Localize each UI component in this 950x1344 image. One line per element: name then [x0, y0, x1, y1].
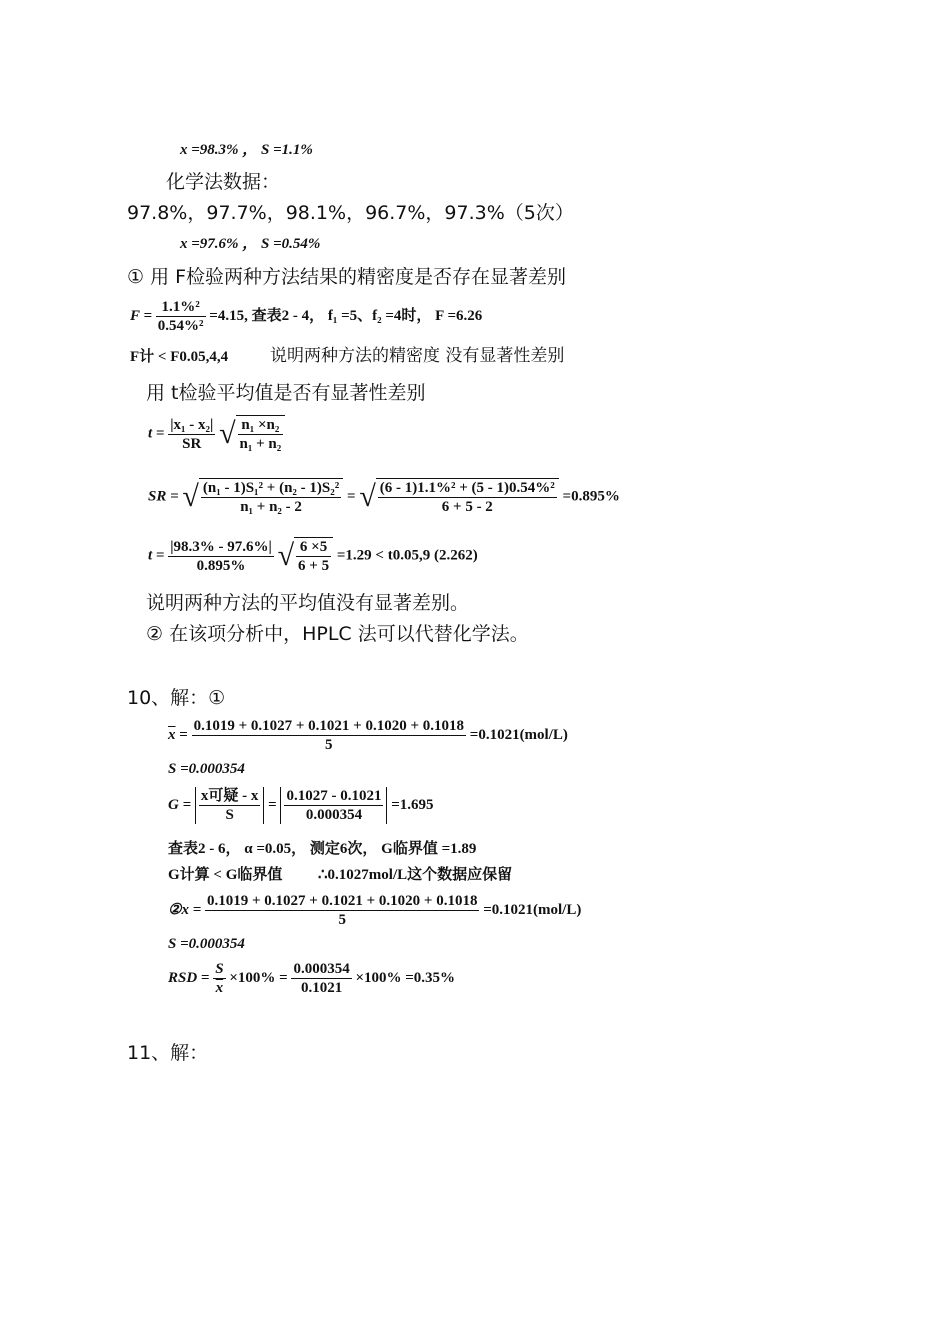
t-calc-numerator: |98.3% - 97.6%|: [170, 538, 272, 555]
f-test-formula: [130, 298, 482, 335]
q10-s-line: S =0.000354: [168, 761, 245, 777]
chem-mean-line: [180, 235, 320, 253]
rsd-value-denominator: 0.1021: [300, 980, 343, 996]
q10-g-compare: G计算 < G临界值: [168, 867, 283, 883]
q10-g-formula: [168, 787, 434, 824]
f-fraction: [156, 298, 206, 335]
q11-heading: 11、解：: [127, 1042, 209, 1064]
q10-keep: ∴0.1027mol/L这个数据应保留: [318, 867, 513, 883]
sr-fraction: [201, 479, 341, 516]
sr-denominator: n₁ + n₂ - 2: [240, 499, 302, 515]
t-radical-numerator: n₁ ×n₂: [238, 416, 284, 435]
q10-s-line-2: S =0.000354: [168, 936, 245, 952]
rsd-mid: ×100% =: [229, 969, 288, 986]
sr-sub-fraction: [378, 479, 557, 516]
t-test-heading: 用 t检验平均值是否有显著性差别: [146, 382, 426, 404]
g-lhs: G =: [168, 796, 192, 813]
rsd-symbol-fraction: [213, 960, 225, 997]
rsd-value-numerator: 0.000354: [293, 961, 350, 977]
sr-sub-numerator: (6 - 1)1.1%² + (5 - 1)0.54%²: [379, 480, 555, 496]
q10-rsd-formula: [168, 960, 455, 997]
t-lhs: t =: [148, 425, 165, 442]
t-radical-fraction: [238, 416, 284, 453]
t-calc-radical-denominator: 6 + 5: [298, 558, 330, 574]
step2-result: =0.1021(mol/L): [483, 901, 582, 918]
sr-sub-denominator: 6 + 5 - 2: [441, 499, 493, 515]
rsd-lhs: RSD =: [168, 969, 210, 986]
t-numerator: |x₁ - x₂|: [170, 416, 214, 433]
q10-mean-denominator: 5: [325, 737, 333, 753]
equals-sign: =: [179, 726, 188, 743]
step2-numerator: 0.1019 + 0.1027 + 0.1021 + 0.1020 + 0.1018: [207, 893, 478, 909]
rsd-symbol-numerator: S: [215, 961, 224, 977]
step2-fraction: [205, 892, 479, 929]
sr-radical: [199, 478, 343, 516]
rsd-result: ×100% =0.35%: [355, 969, 456, 986]
sr-numerator: (n₁ - 1)S₁² + (n₂ - 1)S₂²: [202, 480, 340, 496]
t-conclusion: 说明两种方法的平均值没有显著差别。: [146, 592, 470, 614]
t-lhs: t =: [148, 547, 165, 564]
rsd-value-fraction: [291, 960, 351, 997]
sqrt-sign: √: [219, 417, 236, 450]
q10-mean-numerator: 0.1019 + 0.1027 + 0.1021 + 0.1020 + 0.1018: [193, 718, 465, 734]
q10-heading: 10、解：①: [127, 687, 226, 709]
f-numerator: 1.1%²: [156, 298, 206, 317]
t-denominator: SR: [182, 435, 202, 452]
chem-mean-stat: x =97.6% ， S =0.54%: [180, 236, 321, 252]
g-sub-abs: [280, 787, 387, 824]
t-calc-denominator: 0.895%: [196, 557, 246, 574]
g-numerator: x可疑 - x: [200, 788, 259, 804]
q10-mean-fraction: [192, 717, 466, 754]
g-denominator: S: [225, 807, 234, 823]
sqrt-sign: √: [182, 480, 199, 513]
chem-heading: 化学法数据：: [166, 171, 281, 193]
t-radical: [236, 415, 286, 453]
xbar-symbol: $\overline{x}$: [168, 726, 176, 743]
f-compare: F计 < F0.05,4,4: [130, 349, 229, 365]
f-result: =4.15, 查表2 - 4， f₁ =5、f₂ =4时， F =6.26: [209, 307, 483, 324]
t-general-formula: [148, 415, 285, 453]
t-radical-denominator: n₁ + n₂: [239, 436, 282, 452]
q10-lookup: 查表2 - 6， α =0.05， 测定6次， G临界值 =1.89: [168, 841, 477, 857]
g-sub-denominator: 0.000354: [305, 807, 363, 823]
equals-sign: =: [268, 796, 277, 813]
sr-sub-radical: [376, 478, 559, 516]
f-lhs: F =: [130, 307, 153, 324]
t-fraction: [168, 416, 215, 453]
t-calc-result: =1.29 < t0.05,9 (2.262): [336, 547, 478, 564]
t-calc-radical-numerator: 6 ×5: [296, 538, 331, 557]
g-result: =1.695: [391, 796, 434, 813]
step2-prefix: ②x =: [168, 901, 202, 918]
equals-sign: =: [347, 488, 356, 505]
sr-formula: [148, 478, 620, 516]
g-fraction: [199, 787, 261, 824]
t-calc-formula: [148, 537, 478, 575]
q10-mean-result: =0.1021(mol/L): [469, 726, 568, 743]
f-conclusion: 说明两种方法的精密度 没有显著性差别: [270, 346, 565, 366]
rsd-symbol-denominator: x: [215, 980, 224, 996]
g-sub-fraction: [284, 787, 383, 824]
step2-denominator: 5: [338, 912, 346, 928]
step2-conclusion: ② 在该项分析中，HPLC 法可以代替化学法。: [146, 623, 529, 645]
t-calc-radical-fraction: [296, 538, 331, 575]
sqrt-sign: √: [277, 539, 295, 572]
t-calc-radical: [294, 537, 333, 575]
g-sub-numerator: 0.1027 - 0.1021: [286, 788, 382, 804]
chem-values: 97.8%，97.7%，98.1%，96.7%，97.3%（5次）: [127, 202, 574, 224]
step1-heading: ① 用 F检验两种方法结果的精密度是否存在显著差别: [127, 266, 567, 288]
hplc-mean-stat: x =98.3% ， S =1.1%: [180, 142, 313, 158]
q10-step2-formula: [168, 892, 581, 929]
sqrt-sign: √: [359, 480, 376, 513]
t-calc-fraction: [168, 538, 274, 575]
sr-lhs: SR =: [148, 488, 179, 505]
f-denominator: 0.54%²: [157, 318, 204, 334]
sr-result: =0.895%: [562, 488, 620, 505]
g-abs: [195, 787, 265, 824]
hplc-mean-line: [180, 141, 313, 159]
q10-mean-formula: [168, 717, 568, 754]
